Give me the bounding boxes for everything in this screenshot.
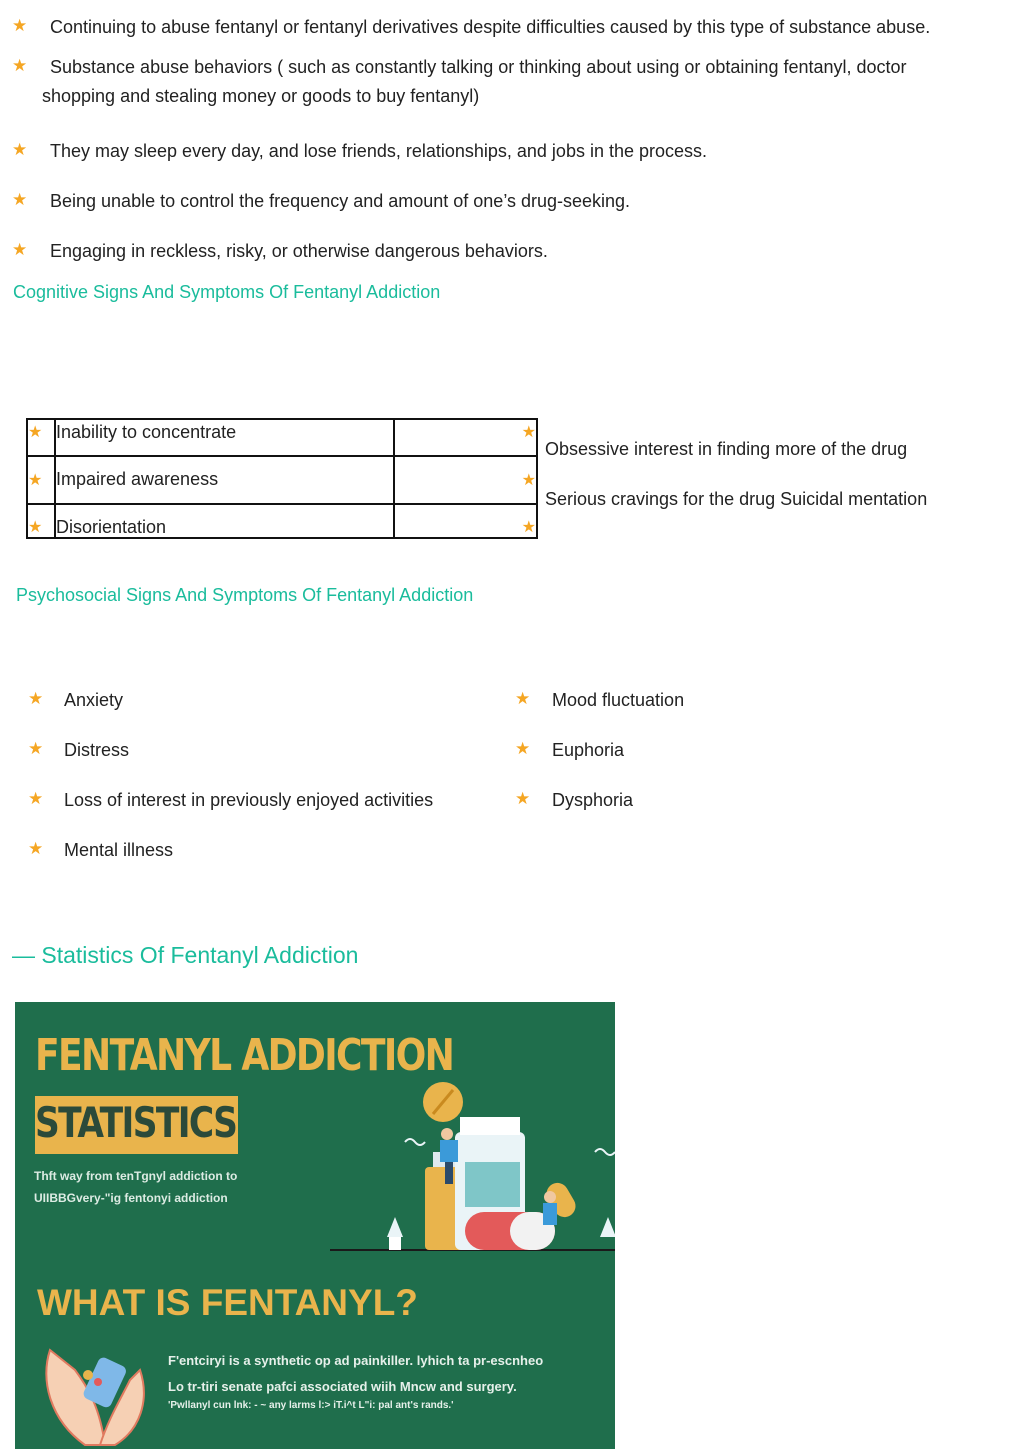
hands-with-pills-icon bbox=[30, 1330, 160, 1449]
statistics-heading: — Statistics Of Fentanyl Addiction bbox=[12, 942, 359, 968]
bullet-star-icon: ★ bbox=[28, 739, 44, 758]
list-item: Substance abuse behaviors ( such as constantly talking or thinking about using or obtaining fentanyl, doctor bbox=[50, 57, 907, 77]
list-item: Anxiety bbox=[64, 690, 124, 710]
cognitive-side-item: Obsessive interest in finding more of the drug bbox=[545, 439, 908, 459]
table-cell: Impaired awareness bbox=[56, 469, 219, 489]
list-item: Loss of interest in previously enjoyed activities bbox=[64, 790, 434, 810]
table-cell: Inability to concentrate bbox=[56, 422, 237, 442]
bullet-star-icon: ★ bbox=[28, 789, 44, 808]
bullet-star-icon: ★ bbox=[12, 16, 28, 35]
list-item: Distress bbox=[64, 740, 130, 760]
infographic-subtitle: STATISTICS bbox=[35, 1098, 237, 1147]
list-item: Dysphoria bbox=[552, 790, 634, 810]
bullet-star-icon: ★ bbox=[28, 689, 44, 708]
infographic-paragraph: Lo tr-tiri senate pafci associated wiih Mncw and surgery. bbox=[168, 1379, 517, 1394]
infographic-image bbox=[15, 1002, 615, 1449]
bullet-star-icon: ★ bbox=[521, 519, 536, 536]
list-item: Mood fluctuation bbox=[552, 690, 685, 710]
table-cell: Disorientation bbox=[56, 517, 167, 537]
list-item: Euphoria bbox=[552, 740, 625, 760]
infographic-paragraph: F'entciryi is a synthetic op ad painkiller. lyhich ta pr-escnheo bbox=[168, 1353, 544, 1368]
bullet-star-icon: ★ bbox=[521, 472, 536, 489]
bullet-star-icon: ★ bbox=[12, 190, 28, 209]
list-item: Continuing to abuse fentanyl or fentanyl derivatives despite difficulties caused by this type of substance abuse. bbox=[50, 17, 931, 37]
bullet-star-icon: ★ bbox=[12, 240, 28, 259]
bullet-star-icon: ★ bbox=[28, 472, 43, 489]
bullet-star-icon: ★ bbox=[515, 689, 531, 708]
infographic-caption: UIIBBGvery-"ig fentonyi addiction bbox=[34, 1191, 228, 1205]
table-divider bbox=[393, 420, 395, 537]
bullet-star-icon: ★ bbox=[28, 839, 44, 858]
infographic-title: FENTANYL ADDICTION bbox=[35, 1030, 454, 1081]
table-row bbox=[28, 505, 536, 539]
table-divider bbox=[54, 420, 56, 537]
bullet-star-icon: ★ bbox=[28, 424, 43, 441]
bullet-star-icon: ★ bbox=[28, 519, 43, 536]
list-item: Engaging in reckless, risky, or otherwise dangerous behaviors. bbox=[50, 241, 548, 261]
list-item-continuation: shopping and stealing money or goods to buy fentanyl) bbox=[42, 86, 480, 106]
bullet-star-icon: ★ bbox=[515, 789, 531, 808]
table-row bbox=[28, 455, 536, 505]
bullet-star-icon: ★ bbox=[12, 140, 28, 159]
cognitive-symptoms-table bbox=[26, 418, 538, 539]
bullet-star-icon: ★ bbox=[515, 739, 531, 758]
infographic-paragraph: 'Pwllanyl cun lnk: - ~ any larms l:> iT.i^t L"i: pal ant's rands.' bbox=[168, 1400, 454, 1411]
bullet-star-icon: ★ bbox=[12, 56, 28, 75]
list-item: Mental illness bbox=[64, 840, 174, 860]
cognitive-heading: Cognitive Signs And Symptoms Of Fentanyl Addiction bbox=[13, 282, 441, 302]
table-row bbox=[28, 420, 536, 457]
list-item: Being unable to control the frequency and amount of one’s drug-seeking. bbox=[50, 191, 631, 211]
psychosocial-heading: Psychosocial Signs And Symptoms Of Fentanyl Addiction bbox=[16, 585, 474, 605]
pill-bottle-illustration-icon bbox=[325, 1072, 615, 1252]
infographic-caption: Thft way from tenTgnyl addiction to bbox=[34, 1169, 238, 1183]
list-item: They may sleep every day, and lose friends, relationships, and jobs in the process. bbox=[50, 141, 708, 161]
what-is-heading: WHAT IS FENTANYL? bbox=[37, 1282, 418, 1323]
bullet-star-icon: ★ bbox=[521, 424, 536, 441]
cognitive-side-item: Serious cravings for the drug Suicidal mentation bbox=[545, 489, 928, 509]
